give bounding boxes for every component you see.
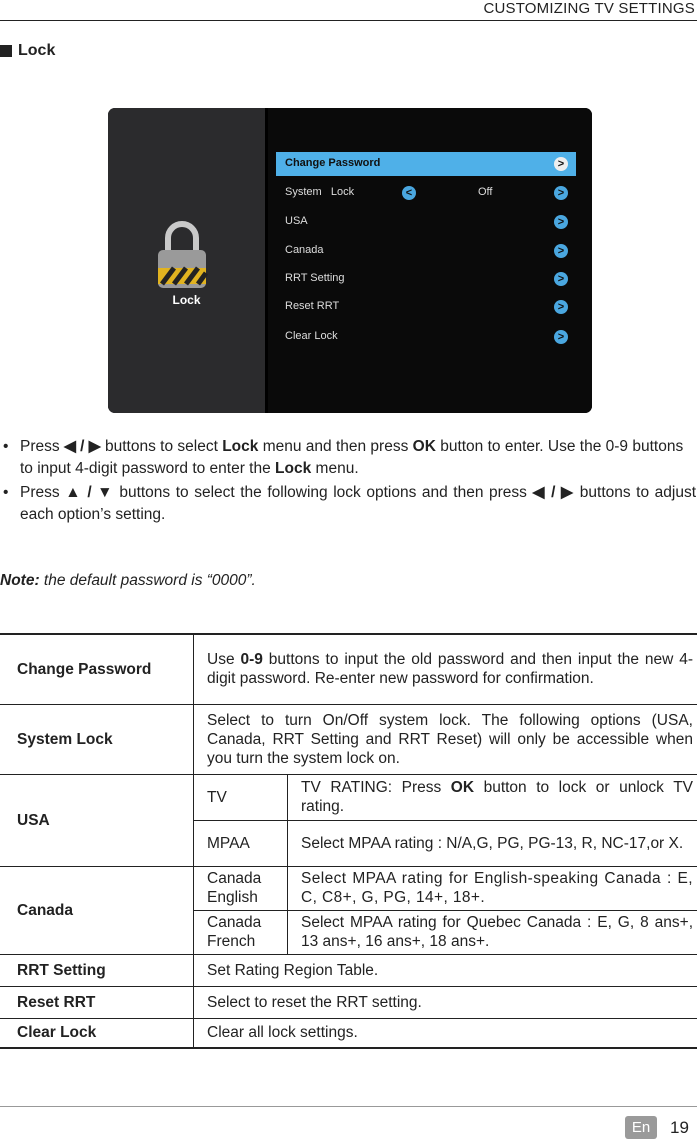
footer-divider	[0, 1106, 697, 1107]
text: buttons to adjust each option’s setting.	[20, 484, 697, 523]
bullet-text	[20, 436, 696, 480]
menu-item-canada[interactable]	[276, 239, 576, 263]
tv-panel-label: Lock	[172, 293, 201, 307]
row-key: Change Password	[0, 634, 194, 704]
note	[0, 572, 256, 590]
menu-item-system-lock[interactable]	[276, 181, 576, 205]
padlock-icon	[154, 218, 210, 290]
table-row	[0, 954, 697, 986]
text: Press	[20, 484, 60, 501]
row-desc: Select to reset the RRT setting.	[207, 993, 422, 1011]
row-subkey: TV	[194, 774, 288, 820]
table-row	[0, 1018, 697, 1048]
text: menu.	[311, 460, 359, 477]
row-desc	[194, 634, 697, 704]
text: buttons to select	[100, 438, 223, 455]
chevron-right-icon[interactable]: >	[554, 215, 568, 229]
row-subkey: Canada French	[194, 910, 288, 954]
menu-item-label: USA	[285, 215, 308, 227]
chevron-right-icon[interactable]: >	[554, 157, 568, 171]
row-key: Clear Lock	[0, 1018, 194, 1048]
row-desc: Select MPAA rating for Quebec Canada : E, G, 8 ans+, 13 ans+, 16 ans+, 18 ans+.	[301, 914, 693, 950]
page-header	[0, 0, 697, 21]
row-subkey: MPAA	[194, 820, 288, 866]
page-number: 19	[670, 1118, 689, 1137]
row-desc: Set Rating Region Table.	[207, 961, 379, 979]
text: TV RATING: Press	[301, 779, 451, 796]
menu-item-label: RRT Setting	[285, 272, 345, 284]
bullet-text	[20, 482, 696, 526]
menu-item-value: Off	[478, 186, 493, 198]
instruction-bullet-1	[3, 436, 696, 480]
row-key: System Lock	[0, 704, 194, 774]
row-desc: Select MPAA rating for English-speaking Canada : E, C, C8+, G, PG, 14+, 18+.	[301, 870, 693, 906]
chevron-right-icon[interactable]: >	[554, 330, 568, 344]
menu-item-label: System Lock	[285, 186, 355, 198]
up-down-arrows-icon: ▲ / ▼	[65, 484, 114, 501]
menu-item-label: Canada	[285, 244, 324, 256]
text: button to enter. Use the 0-9 buttons to input 4-digit password to enter the	[20, 438, 684, 477]
section-title-text: Lock	[18, 42, 56, 59]
row-desc: Select to turn On/Off system lock. The following options (USA, Canada, RRT Setting and RRT Reset) will only be accessible when you turn the system lock on.	[207, 711, 693, 767]
menu-item-label: Clear Lock	[285, 330, 338, 342]
text: Press	[20, 438, 60, 455]
chevron-right-icon[interactable]: >	[554, 186, 568, 200]
table-row	[0, 866, 697, 910]
chevron-left-icon[interactable]: <	[402, 186, 416, 200]
tv-screenshot	[108, 108, 592, 413]
language-badge: En	[625, 1116, 657, 1139]
table-row	[0, 704, 697, 774]
chevron-right-icon[interactable]: >	[554, 300, 568, 314]
bullet-dot: •	[3, 484, 9, 501]
lock-options-table	[0, 633, 697, 1049]
instruction-bullet-2	[3, 482, 696, 526]
text: buttons to select the following lock options and then press	[113, 484, 533, 501]
row-key: USA	[0, 774, 194, 866]
note-text: the default password is “0000”.	[39, 572, 256, 589]
menu-item-change-password[interactable]	[276, 152, 576, 176]
text: buttons to input the old password and then input the new 4-digit password. Re-enter new password for confirmation.	[207, 651, 694, 688]
tv-left-panel	[108, 108, 265, 413]
keyword: OK	[450, 779, 475, 796]
text: menu and then press	[258, 438, 413, 455]
text: button to lock or unlock TV rating.	[301, 779, 693, 815]
menu-item-usa[interactable]	[276, 210, 576, 234]
note-label: Note:	[0, 572, 40, 589]
left-right-arrows-icon: ◀ / ▶	[532, 484, 575, 501]
row-key: Canada	[0, 866, 194, 954]
left-right-arrows-icon: ◀ / ▶	[63, 438, 101, 455]
menu-item-label: Reset RRT	[285, 300, 340, 312]
keyword: OK	[412, 438, 436, 455]
bullet-dot: •	[3, 438, 9, 455]
menu-item-rrt-setting[interactable]	[276, 267, 576, 291]
row-desc: Select MPAA rating : N/A,G, PG, PG-13, R, NC-17,or X.	[301, 834, 684, 852]
chevron-right-icon[interactable]: >	[554, 272, 568, 286]
keyword: Lock	[222, 438, 259, 455]
menu-item-label: Change Password	[285, 157, 381, 169]
keyword: Lock	[275, 460, 312, 477]
section-title	[0, 42, 55, 60]
row-key: Reset RRT	[0, 986, 194, 1018]
table-row	[0, 634, 697, 704]
row-subkey: Canada English	[194, 866, 288, 910]
chevron-right-icon[interactable]: >	[554, 244, 568, 258]
row-key: RRT Setting	[0, 954, 194, 986]
keyword: 0-9	[240, 651, 263, 669]
row-desc: Clear all lock settings.	[207, 1024, 358, 1042]
row-desc	[288, 774, 697, 820]
header-title: CUSTOMIZING TV SETTINGS	[483, 0, 695, 17]
table-row	[0, 986, 697, 1018]
menu-item-clear-lock[interactable]	[276, 325, 576, 349]
square-bullet-icon	[0, 45, 12, 57]
menu-item-reset-rrt[interactable]	[276, 295, 576, 319]
table-row	[0, 774, 697, 820]
text: Use	[207, 651, 241, 669]
